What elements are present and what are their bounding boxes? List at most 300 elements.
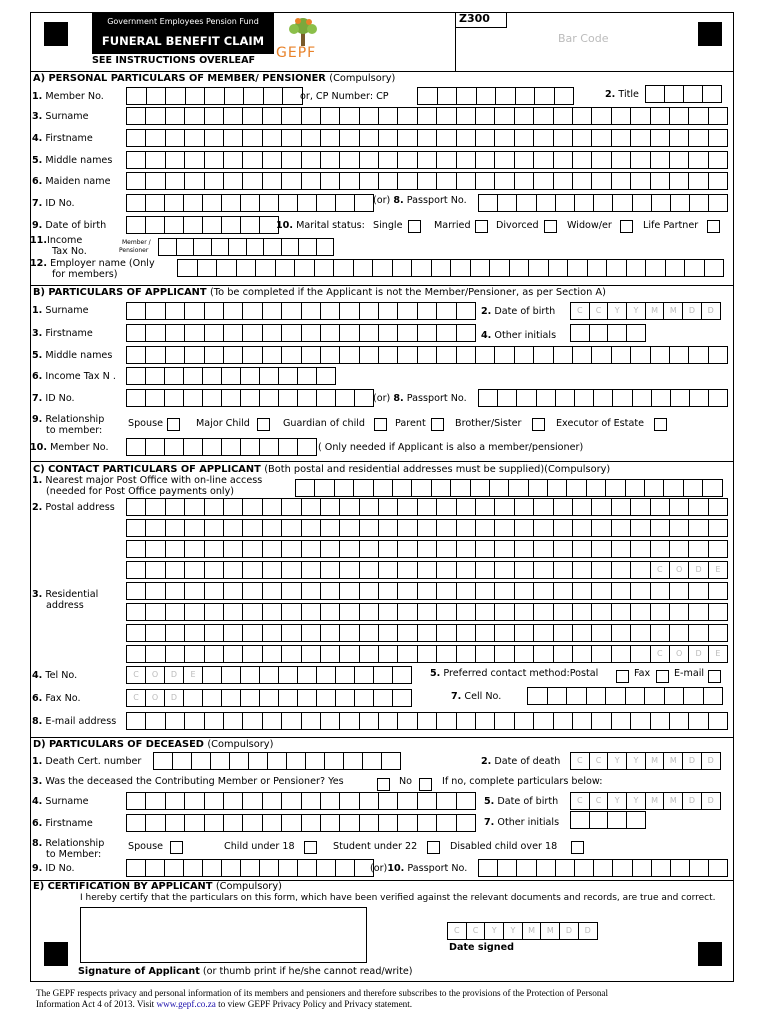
char-box[interactable] bbox=[456, 129, 476, 147]
char-box[interactable] bbox=[301, 540, 321, 558]
char-box[interactable] bbox=[259, 194, 279, 212]
char-box[interactable] bbox=[275, 259, 296, 277]
char-box[interactable] bbox=[533, 172, 553, 190]
char-box[interactable] bbox=[470, 259, 491, 277]
char-box[interactable] bbox=[645, 85, 665, 103]
char-box[interactable] bbox=[669, 107, 689, 125]
char-box[interactable] bbox=[378, 129, 398, 147]
char-box[interactable] bbox=[494, 346, 514, 364]
char-box[interactable] bbox=[242, 302, 262, 320]
char-box[interactable] bbox=[242, 603, 262, 621]
char-box[interactable] bbox=[183, 367, 203, 385]
char-box[interactable]: C bbox=[126, 666, 146, 684]
char-box[interactable] bbox=[553, 561, 573, 579]
char-box[interactable] bbox=[224, 87, 245, 105]
char-box[interactable] bbox=[650, 712, 670, 730]
char-box[interactable] bbox=[183, 438, 203, 456]
char-box[interactable] bbox=[586, 479, 606, 497]
char-box[interactable] bbox=[436, 324, 456, 342]
char-box[interactable] bbox=[223, 107, 243, 125]
char-box[interactable] bbox=[475, 151, 495, 169]
char-box[interactable] bbox=[611, 346, 631, 364]
char-box[interactable] bbox=[669, 519, 689, 537]
char-box[interactable] bbox=[184, 302, 204, 320]
char-box[interactable] bbox=[431, 479, 451, 497]
char-box[interactable] bbox=[339, 645, 359, 663]
char-box[interactable] bbox=[281, 302, 301, 320]
char-box[interactable] bbox=[145, 194, 165, 212]
char-box[interactable] bbox=[611, 624, 631, 642]
char-box[interactable] bbox=[630, 129, 650, 147]
char-box[interactable] bbox=[216, 259, 237, 277]
char-box[interactable] bbox=[204, 603, 224, 621]
char-box[interactable] bbox=[553, 582, 573, 600]
char-box[interactable] bbox=[301, 582, 321, 600]
char-box[interactable] bbox=[436, 561, 456, 579]
postal-address-line-1[interactable] bbox=[126, 498, 728, 516]
char-box[interactable] bbox=[688, 172, 708, 190]
char-box[interactable] bbox=[626, 259, 647, 277]
char-box[interactable] bbox=[145, 172, 165, 190]
char-box[interactable] bbox=[591, 603, 611, 621]
char-box[interactable] bbox=[240, 438, 260, 456]
char-box[interactable] bbox=[456, 107, 476, 125]
char-box[interactable] bbox=[533, 582, 553, 600]
char-box[interactable] bbox=[570, 811, 590, 829]
char-box[interactable] bbox=[126, 194, 146, 212]
char-box[interactable] bbox=[223, 151, 243, 169]
char-box[interactable] bbox=[456, 519, 476, 537]
char-box[interactable] bbox=[475, 582, 495, 600]
char-box[interactable] bbox=[281, 624, 301, 642]
char-box[interactable] bbox=[417, 151, 437, 169]
char-box[interactable] bbox=[165, 87, 186, 105]
char-box[interactable] bbox=[278, 367, 298, 385]
char-box[interactable] bbox=[165, 346, 185, 364]
char-box[interactable] bbox=[397, 603, 417, 621]
char-box[interactable] bbox=[456, 645, 476, 663]
char-box[interactable] bbox=[417, 172, 437, 190]
char-box[interactable] bbox=[611, 107, 631, 125]
char-box[interactable] bbox=[145, 438, 165, 456]
char-box[interactable] bbox=[145, 151, 165, 169]
char-box[interactable] bbox=[392, 259, 413, 277]
char-box[interactable] bbox=[320, 151, 340, 169]
char-box[interactable]: D bbox=[682, 302, 702, 320]
char-box[interactable] bbox=[221, 438, 241, 456]
char-box[interactable]: E bbox=[708, 561, 728, 579]
char-box[interactable] bbox=[354, 666, 374, 684]
char-box[interactable] bbox=[297, 367, 317, 385]
char-box[interactable] bbox=[555, 194, 575, 212]
char-box[interactable] bbox=[630, 172, 650, 190]
char-box[interactable] bbox=[320, 540, 340, 558]
char-box[interactable] bbox=[704, 259, 725, 277]
char-box[interactable] bbox=[436, 172, 456, 190]
char-box[interactable] bbox=[630, 624, 650, 642]
char-box[interactable] bbox=[514, 172, 534, 190]
char-box[interactable] bbox=[281, 129, 301, 147]
char-box[interactable] bbox=[516, 859, 536, 877]
char-box[interactable] bbox=[650, 151, 670, 169]
drel-child-checkbox[interactable] bbox=[304, 841, 317, 854]
char-box[interactable] bbox=[223, 302, 243, 320]
char-box[interactable] bbox=[320, 107, 340, 125]
char-box[interactable] bbox=[278, 194, 298, 212]
char-box[interactable] bbox=[664, 85, 684, 103]
char-box[interactable] bbox=[126, 87, 147, 105]
char-box[interactable] bbox=[262, 814, 282, 832]
deceased-surname-field[interactable] bbox=[126, 792, 476, 810]
char-box[interactable] bbox=[184, 498, 204, 516]
char-box[interactable] bbox=[263, 87, 284, 105]
char-box[interactable] bbox=[165, 151, 185, 169]
char-box[interactable] bbox=[339, 172, 359, 190]
char-box[interactable] bbox=[574, 859, 594, 877]
char-box[interactable]: C bbox=[589, 302, 609, 320]
char-box[interactable] bbox=[359, 540, 379, 558]
char-box[interactable] bbox=[324, 752, 344, 770]
char-box[interactable] bbox=[184, 792, 204, 810]
char-box[interactable] bbox=[456, 324, 476, 342]
char-box[interactable] bbox=[320, 172, 340, 190]
char-box[interactable] bbox=[228, 238, 247, 256]
char-box[interactable] bbox=[286, 752, 306, 770]
char-box[interactable] bbox=[223, 814, 243, 832]
char-box[interactable]: D bbox=[682, 752, 702, 770]
char-box[interactable] bbox=[359, 792, 379, 810]
char-box[interactable] bbox=[605, 479, 625, 497]
char-box[interactable] bbox=[126, 540, 146, 558]
char-box[interactable]: Y bbox=[626, 792, 646, 810]
char-box[interactable] bbox=[591, 582, 611, 600]
char-box[interactable] bbox=[688, 582, 708, 600]
char-box[interactable] bbox=[145, 645, 165, 663]
char-box[interactable] bbox=[411, 259, 432, 277]
char-box[interactable] bbox=[211, 238, 230, 256]
char-box[interactable] bbox=[475, 172, 495, 190]
char-box[interactable] bbox=[688, 540, 708, 558]
char-box[interactable] bbox=[378, 645, 398, 663]
char-box[interactable] bbox=[378, 792, 398, 810]
char-box[interactable] bbox=[378, 561, 398, 579]
char-box[interactable] bbox=[165, 603, 185, 621]
char-box[interactable] bbox=[126, 172, 146, 190]
char-box[interactable] bbox=[417, 107, 437, 125]
char-box[interactable] bbox=[262, 151, 282, 169]
char-box[interactable] bbox=[437, 87, 458, 105]
char-box[interactable] bbox=[339, 792, 359, 810]
char-box[interactable] bbox=[301, 645, 321, 663]
char-box[interactable] bbox=[632, 389, 652, 407]
char-box[interactable] bbox=[145, 302, 165, 320]
char-box[interactable] bbox=[204, 582, 224, 600]
char-box[interactable] bbox=[591, 172, 611, 190]
drel-disabled-checkbox[interactable] bbox=[571, 841, 584, 854]
char-box[interactable] bbox=[165, 540, 185, 558]
char-box[interactable] bbox=[669, 346, 689, 364]
char-box[interactable] bbox=[436, 107, 456, 125]
char-box[interactable] bbox=[436, 302, 456, 320]
char-box[interactable] bbox=[397, 498, 417, 516]
char-box[interactable] bbox=[204, 151, 224, 169]
char-box[interactable] bbox=[240, 666, 260, 684]
char-box[interactable] bbox=[494, 624, 514, 642]
char-box[interactable] bbox=[262, 519, 282, 537]
char-box[interactable]: D bbox=[578, 922, 598, 940]
char-box[interactable] bbox=[553, 519, 573, 537]
char-box[interactable] bbox=[126, 367, 146, 385]
char-box[interactable] bbox=[475, 498, 495, 516]
char-box[interactable] bbox=[373, 689, 393, 707]
char-box[interactable] bbox=[223, 792, 243, 810]
char-box[interactable] bbox=[514, 129, 534, 147]
marital-divorced-checkbox[interactable] bbox=[544, 220, 557, 233]
char-box[interactable] bbox=[650, 129, 670, 147]
char-box[interactable] bbox=[165, 561, 185, 579]
char-box[interactable] bbox=[145, 129, 165, 147]
char-box[interactable] bbox=[372, 259, 393, 277]
char-box[interactable] bbox=[243, 87, 264, 105]
char-box[interactable] bbox=[572, 603, 592, 621]
char-box[interactable] bbox=[436, 151, 456, 169]
char-box[interactable] bbox=[204, 540, 224, 558]
char-box[interactable] bbox=[611, 561, 631, 579]
char-box[interactable] bbox=[353, 479, 373, 497]
char-box[interactable] bbox=[495, 87, 516, 105]
char-box[interactable] bbox=[184, 151, 204, 169]
char-box[interactable] bbox=[650, 346, 670, 364]
char-box[interactable] bbox=[165, 624, 185, 642]
char-box[interactable] bbox=[301, 561, 321, 579]
char-box[interactable] bbox=[184, 519, 204, 537]
char-box[interactable] bbox=[297, 666, 317, 684]
char-box[interactable]: D bbox=[688, 561, 708, 579]
char-box[interactable] bbox=[339, 151, 359, 169]
applicant-passport-field[interactable] bbox=[478, 389, 728, 407]
char-box[interactable] bbox=[456, 87, 477, 105]
char-box[interactable] bbox=[204, 624, 224, 642]
char-box[interactable] bbox=[630, 151, 650, 169]
char-box[interactable] bbox=[184, 561, 204, 579]
char-box[interactable] bbox=[301, 519, 321, 537]
char-box[interactable] bbox=[516, 194, 536, 212]
char-box[interactable] bbox=[359, 107, 379, 125]
char-box[interactable] bbox=[436, 814, 456, 832]
char-box[interactable] bbox=[301, 624, 321, 642]
char-box[interactable]: D bbox=[164, 666, 184, 684]
signature-box[interactable] bbox=[80, 907, 367, 963]
char-box[interactable] bbox=[607, 811, 627, 829]
char-box[interactable] bbox=[572, 519, 592, 537]
char-box[interactable] bbox=[184, 324, 204, 342]
char-box[interactable] bbox=[489, 259, 510, 277]
char-box[interactable] bbox=[514, 346, 534, 364]
char-box[interactable] bbox=[242, 814, 262, 832]
char-box[interactable] bbox=[183, 194, 203, 212]
char-box[interactable] bbox=[630, 107, 650, 125]
char-box[interactable] bbox=[202, 216, 222, 234]
char-box[interactable] bbox=[533, 107, 553, 125]
char-box[interactable] bbox=[470, 479, 490, 497]
char-box[interactable] bbox=[417, 561, 437, 579]
char-box[interactable] bbox=[664, 687, 685, 705]
char-box[interactable] bbox=[417, 540, 437, 558]
char-box[interactable] bbox=[145, 324, 165, 342]
char-box[interactable] bbox=[632, 194, 652, 212]
char-box[interactable] bbox=[708, 624, 728, 642]
char-box[interactable] bbox=[650, 582, 670, 600]
char-box[interactable] bbox=[536, 194, 556, 212]
char-box[interactable] bbox=[591, 624, 611, 642]
char-box[interactable] bbox=[281, 346, 301, 364]
char-box[interactable]: M bbox=[663, 752, 683, 770]
char-box[interactable] bbox=[339, 129, 359, 147]
char-box[interactable] bbox=[593, 859, 613, 877]
char-box[interactable] bbox=[316, 238, 335, 256]
char-box[interactable]: Y bbox=[626, 752, 646, 770]
char-box[interactable] bbox=[630, 712, 650, 730]
char-box[interactable] bbox=[651, 194, 671, 212]
char-box[interactable] bbox=[359, 172, 379, 190]
char-box[interactable] bbox=[553, 151, 573, 169]
char-box[interactable] bbox=[229, 752, 249, 770]
char-box[interactable] bbox=[297, 689, 317, 707]
char-box[interactable]: M bbox=[540, 922, 560, 940]
char-box[interactable] bbox=[221, 389, 241, 407]
char-box[interactable] bbox=[591, 346, 611, 364]
id-no-field[interactable] bbox=[126, 194, 374, 212]
char-box[interactable] bbox=[359, 582, 379, 600]
char-box[interactable] bbox=[708, 582, 728, 600]
rel-spouse-checkbox[interactable] bbox=[167, 418, 180, 431]
date-of-death-field[interactable] bbox=[570, 752, 721, 770]
char-box[interactable] bbox=[262, 540, 282, 558]
residential-address-line-4[interactable] bbox=[126, 645, 728, 663]
char-box[interactable] bbox=[240, 367, 260, 385]
char-box[interactable] bbox=[378, 624, 398, 642]
char-box[interactable] bbox=[242, 498, 262, 516]
char-box[interactable] bbox=[572, 346, 592, 364]
char-box[interactable] bbox=[456, 346, 476, 364]
char-box[interactable]: C bbox=[589, 792, 609, 810]
char-box[interactable] bbox=[316, 666, 336, 684]
char-box[interactable] bbox=[611, 603, 631, 621]
char-box[interactable] bbox=[625, 479, 645, 497]
char-box[interactable] bbox=[689, 389, 709, 407]
char-box[interactable] bbox=[644, 479, 664, 497]
surname-field[interactable] bbox=[126, 107, 728, 125]
char-box[interactable] bbox=[202, 859, 222, 877]
char-box[interactable] bbox=[514, 519, 534, 537]
char-box[interactable] bbox=[221, 216, 241, 234]
char-box[interactable] bbox=[221, 666, 241, 684]
char-box[interactable] bbox=[630, 346, 650, 364]
char-box[interactable] bbox=[417, 87, 438, 105]
char-box[interactable] bbox=[262, 498, 282, 516]
char-box[interactable] bbox=[625, 687, 646, 705]
char-box[interactable] bbox=[339, 561, 359, 579]
char-box[interactable] bbox=[267, 752, 287, 770]
char-box[interactable] bbox=[145, 792, 165, 810]
applicant-id-field[interactable] bbox=[126, 389, 374, 407]
char-box[interactable]: C bbox=[570, 302, 590, 320]
char-box[interactable] bbox=[202, 367, 222, 385]
char-box[interactable] bbox=[316, 389, 336, 407]
char-box[interactable] bbox=[475, 712, 495, 730]
char-box[interactable] bbox=[301, 172, 321, 190]
char-box[interactable] bbox=[259, 859, 279, 877]
char-box[interactable] bbox=[456, 814, 476, 832]
char-box[interactable] bbox=[397, 107, 417, 125]
drel-spouse-checkbox[interactable] bbox=[170, 841, 183, 854]
char-box[interactable] bbox=[223, 172, 243, 190]
char-box[interactable] bbox=[663, 479, 683, 497]
char-box[interactable] bbox=[586, 687, 607, 705]
char-box[interactable] bbox=[145, 540, 165, 558]
char-box[interactable] bbox=[335, 389, 355, 407]
char-box[interactable] bbox=[708, 540, 728, 558]
deceased-firstname-field[interactable] bbox=[126, 814, 476, 832]
char-box[interactable] bbox=[397, 645, 417, 663]
char-box[interactable] bbox=[301, 712, 321, 730]
char-box[interactable] bbox=[362, 752, 382, 770]
char-box[interactable] bbox=[436, 603, 456, 621]
char-box[interactable] bbox=[145, 346, 165, 364]
char-box[interactable] bbox=[204, 302, 224, 320]
char-box[interactable] bbox=[708, 129, 728, 147]
char-box[interactable] bbox=[670, 389, 690, 407]
marital-life-partner-checkbox[interactable] bbox=[707, 220, 720, 233]
char-box[interactable] bbox=[494, 172, 514, 190]
char-box[interactable] bbox=[281, 151, 301, 169]
char-box[interactable] bbox=[126, 346, 146, 364]
char-box[interactable] bbox=[165, 498, 185, 516]
char-box[interactable] bbox=[669, 151, 689, 169]
char-box[interactable] bbox=[204, 519, 224, 537]
char-box[interactable] bbox=[359, 346, 379, 364]
char-box[interactable] bbox=[281, 792, 301, 810]
char-box[interactable] bbox=[262, 561, 282, 579]
char-box[interactable] bbox=[527, 687, 548, 705]
char-box[interactable] bbox=[572, 624, 592, 642]
char-box[interactable] bbox=[533, 624, 553, 642]
date-signed-field[interactable] bbox=[447, 922, 598, 940]
char-box[interactable]: E bbox=[183, 666, 203, 684]
char-box[interactable] bbox=[204, 814, 224, 832]
char-box[interactable] bbox=[204, 324, 224, 342]
char-box[interactable] bbox=[343, 752, 363, 770]
char-box[interactable] bbox=[335, 194, 355, 212]
char-box[interactable]: M bbox=[645, 302, 665, 320]
char-box[interactable] bbox=[611, 151, 631, 169]
char-box[interactable] bbox=[669, 712, 689, 730]
char-box[interactable] bbox=[242, 582, 262, 600]
char-box[interactable] bbox=[339, 324, 359, 342]
drel-student-checkbox[interactable] bbox=[427, 841, 440, 854]
char-box[interactable] bbox=[669, 540, 689, 558]
char-box[interactable] bbox=[456, 792, 476, 810]
char-box[interactable] bbox=[669, 603, 689, 621]
char-box[interactable] bbox=[494, 582, 514, 600]
char-box[interactable] bbox=[165, 302, 185, 320]
char-box[interactable] bbox=[320, 712, 340, 730]
char-box[interactable] bbox=[553, 346, 573, 364]
char-box[interactable] bbox=[630, 603, 650, 621]
char-box[interactable] bbox=[295, 479, 315, 497]
char-box[interactable] bbox=[450, 479, 470, 497]
char-box[interactable] bbox=[242, 519, 262, 537]
